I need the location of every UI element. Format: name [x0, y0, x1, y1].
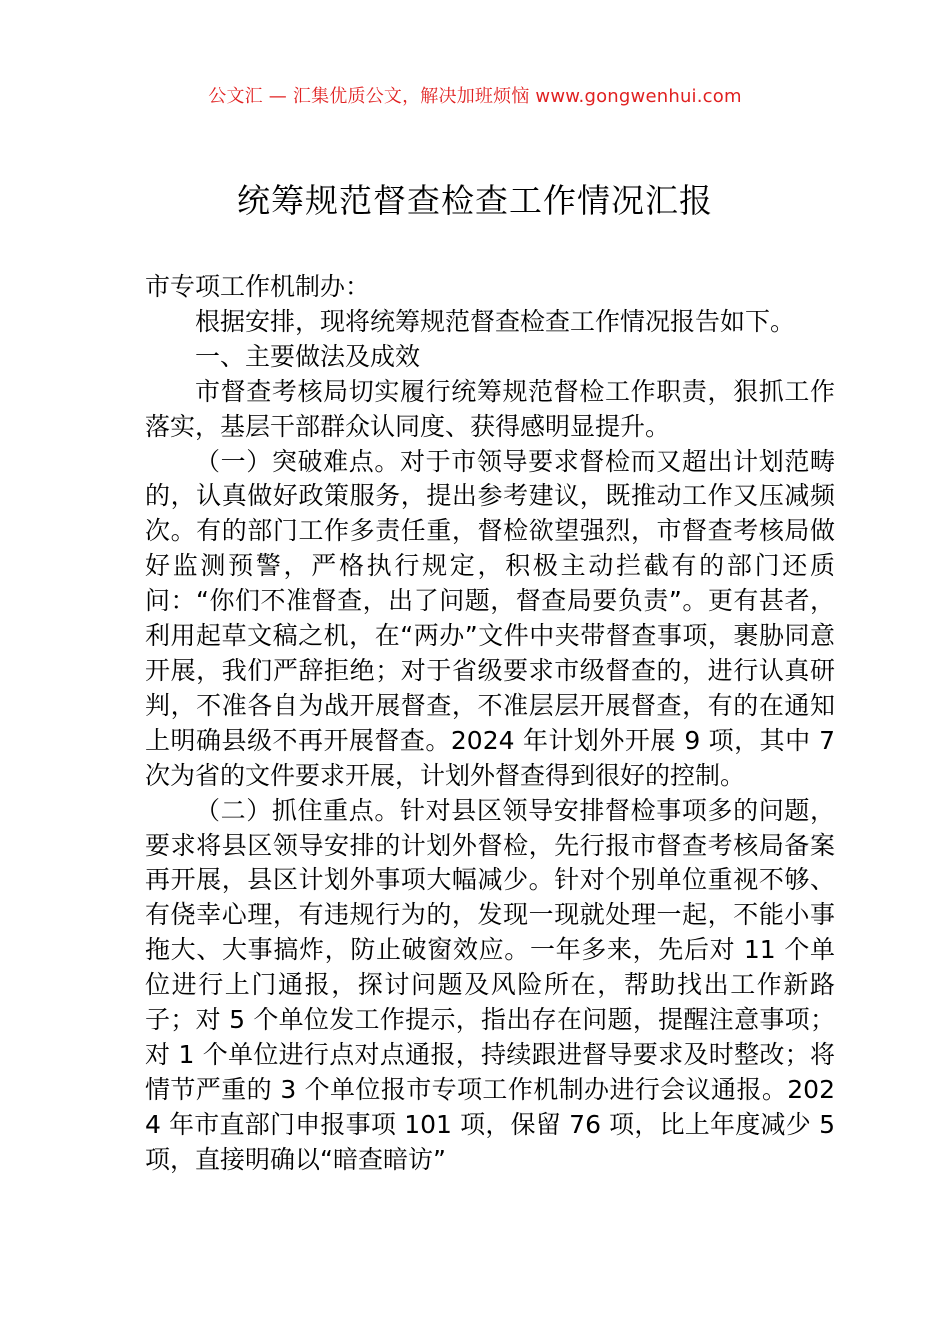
paragraph-summary: 市督查考核局切实履行统筹规范督检工作职责，狠抓工作落实，基层干部群众认同度、获得感明显提升。	[145, 376, 835, 441]
paragraph-point-2: （二）抓住重点。针对县区领导安排督检事项多的问题，要求将县区领导安排的计划外督检，先行报市督查考核局备案再开展，县区计划外事项大幅减少。针对个别单位重视不够、有侥幸心理，有违规行为的，发现一现就处理一起，不能小事拖大、大事搞炸，防止破窗效应。一年多来，先后对 11 个单位进行上门通报，探讨问题及风险所在，帮助找出工作新路子；对 5 个单位发工作提示，指出存在问题，提醒注意事项；对 1 个单位进行点对点通报，持续跟进督导要求及时整改；将情节严重的 3 个单位报市专项工作机制办进行会议通报。2024 年市直部门申报事项 101 项，保留 76 项，比上年度减少 5 项，直接明确以“暗查暗访”	[145, 795, 835, 1174]
paragraph-intro: 根据安排，现将统筹规范督查检查工作情况报告如下。	[195, 306, 796, 336]
document-title: 统筹规范督查检查工作情况汇报	[237, 181, 713, 220]
watermark-header: 公文汇 — 汇集优质公文，解决加班烦恼 www.gongwenhui.com	[208, 86, 742, 107]
salutation: 市专项工作机制办：	[145, 272, 371, 301]
paragraph-point-1: （一）突破难点。对于市领导要求督检而又超出计划范畴的，认真做好政策服务，提出参考建议，既推动工作又压减频次。有的部门工作多责任重，督检欲望强烈，市督查考核局做好监测预警，严格执行规定，积极主动拦截有的部门还质问：“你们不准督查，出了问题，督查局要负责”。更有甚者，利用起草文稿之机，在“两办”文件中夹带督查事项，裹胁同意开展，我们严辞拒绝；对于省级要求市级督查的，进行认真研判，不准各自为战开展督查，不准层层开展督查，有的在通知上明确县级不再开展督查。2024 年计划外开展 9 项，其中 7 次为省的文件要求开展，计划外督查得到很好的控制。	[145, 446, 835, 790]
document-body	[145, 270, 835, 1178]
section-heading: 一、主要做法及成效	[195, 341, 421, 371]
